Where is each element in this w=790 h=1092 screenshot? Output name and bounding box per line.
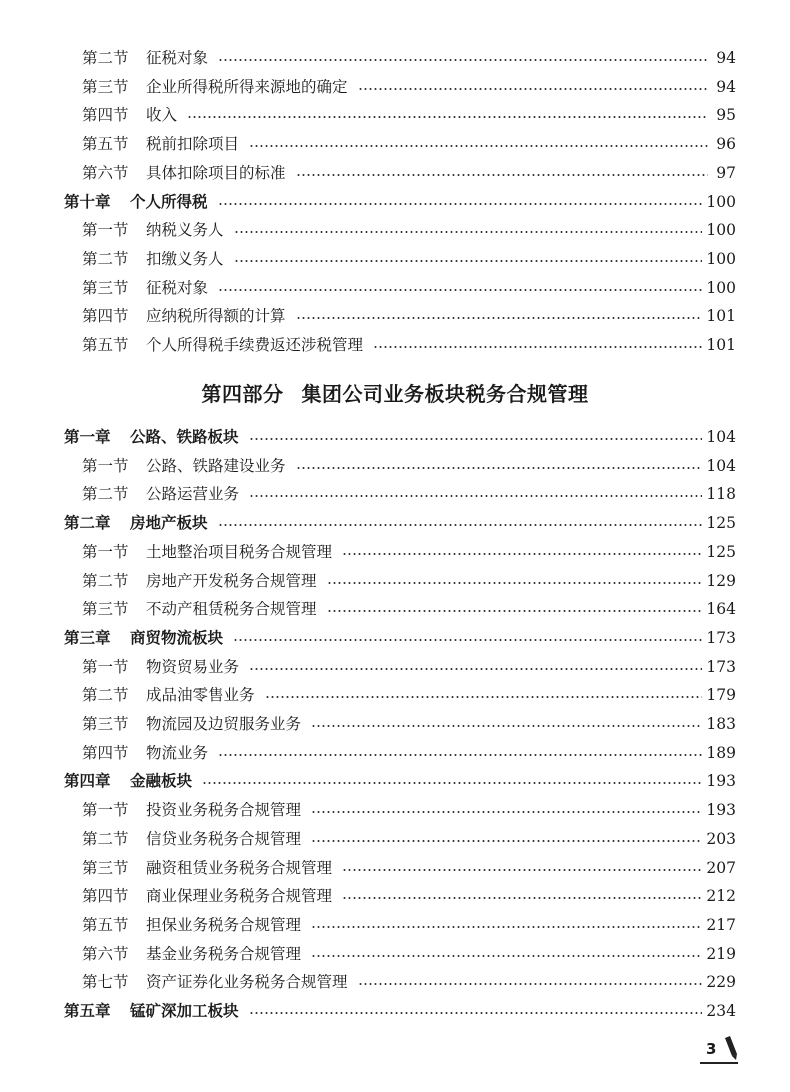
entry-page: 100 — [706, 278, 736, 297]
entry-number: 第二节 — [82, 49, 129, 67]
entry-number: 第五节 — [82, 915, 129, 934]
dot-leader — [311, 811, 702, 813]
entry-number: 第一节 — [82, 657, 129, 676]
entry-title: 融资租赁业务税务合规管理 — [146, 858, 333, 877]
entry-page: 129 — [706, 571, 736, 590]
dot-leader — [218, 754, 702, 756]
entry-title: 金融板块 — [130, 771, 193, 791]
entry-number: 第四节 — [82, 106, 129, 125]
dot-leader — [296, 317, 703, 319]
toc-section-row[interactable] — [0, 130, 790, 158]
pencil-icon — [720, 1036, 740, 1062]
entry-page: 193 — [706, 772, 736, 791]
entry-page: 193 — [706, 801, 736, 820]
entry-number: 第二章 — [64, 513, 111, 533]
entry-page: 219 — [706, 944, 736, 963]
entry-page: 125 — [706, 542, 736, 561]
toc-section-row[interactable] — [0, 940, 790, 968]
entry-page: 229 — [706, 973, 736, 992]
toc-section-row[interactable] — [0, 681, 790, 709]
entry-title: 扣缴义务人 — [146, 249, 224, 268]
entry-title: 征税对象 — [146, 49, 209, 67]
dot-leader — [249, 495, 702, 497]
entry-page: 173 — [706, 657, 736, 676]
dot-leader — [342, 869, 702, 871]
entry-page: 173 — [706, 628, 736, 647]
entry-page: 179 — [706, 686, 736, 705]
dot-leader — [296, 174, 708, 176]
entry-title: 收入 — [146, 106, 178, 125]
entry-number: 第十章 — [64, 191, 111, 211]
entry-number: 第二节 — [82, 686, 129, 705]
entry-title: 基金业务税务合规管理 — [146, 944, 302, 963]
toc-section-row[interactable] — [0, 710, 790, 738]
dot-leader — [234, 231, 703, 233]
entry-number: 第三节 — [82, 715, 129, 733]
entry-title: 税前扣除项目 — [146, 135, 240, 154]
toc-section-row[interactable] — [0, 44, 790, 72]
toc-section-row[interactable] — [0, 245, 790, 273]
toc-section-row[interactable] — [0, 274, 790, 302]
entry-title: 不动产租赁税务合规管理 — [146, 600, 317, 619]
toc-section-row[interactable] — [0, 73, 790, 101]
entry-title: 具体扣除项目的标准 — [146, 163, 286, 182]
page-number-rule — [700, 1062, 738, 1064]
entry-page: 104 — [706, 428, 736, 446]
entry-page: 183 — [706, 715, 736, 733]
entry-number: 第二节 — [82, 249, 129, 268]
entry-page: 217 — [706, 915, 736, 934]
entry-number: 第五章 — [64, 1001, 111, 1020]
entry-title: 征税对象 — [146, 278, 209, 297]
entry-page: 94 — [716, 49, 736, 67]
dot-leader — [218, 203, 703, 205]
dot-leader — [234, 260, 703, 262]
entry-page: 164 — [706, 600, 736, 619]
entry-title: 公路运营业务 — [146, 485, 240, 504]
entry-number: 第二节 — [82, 571, 129, 590]
entry-page: 100 — [706, 221, 736, 240]
dot-leader — [311, 926, 702, 928]
page-number: 3 — [706, 1040, 717, 1058]
entry-title: 物资贸易业务 — [146, 657, 240, 676]
entry-number: 第一节 — [82, 456, 129, 475]
dot-leader — [265, 696, 703, 698]
entry-page: 203 — [706, 829, 736, 848]
toc-section-row[interactable] — [0, 796, 790, 824]
part-heading — [0, 378, 790, 407]
entry-title: 应纳税所得额的计算 — [146, 307, 286, 326]
entry-title: 企业所得税所得来源地的确定 — [146, 77, 348, 96]
entry-title: 个人所得税 — [130, 191, 208, 211]
toc-section-row[interactable] — [0, 331, 790, 359]
entry-title: 房地产开发税务合规管理 — [146, 571, 317, 590]
entry-page: 189 — [706, 743, 736, 762]
dot-leader — [358, 88, 708, 90]
toc-section-row[interactable] — [0, 595, 790, 623]
entry-number: 第三章 — [64, 627, 111, 647]
entry-title: 纳税义务人 — [146, 221, 224, 240]
entry-title: 资产证券化业务税务合规管理 — [146, 973, 348, 992]
dot-leader — [202, 782, 702, 784]
entry-number: 第四节 — [82, 743, 129, 762]
toc-section-row[interactable] — [0, 968, 790, 996]
part-title: 集团公司业务板块税务合规管理 — [301, 382, 589, 406]
toc-chapter-row[interactable] — [0, 997, 790, 1025]
entry-page: 96 — [716, 135, 736, 154]
entry-page: 104 — [706, 456, 736, 475]
entry-number: 第二节 — [82, 485, 129, 504]
entry-number: 第一节 — [82, 542, 129, 561]
entry-number: 第三节 — [82, 858, 129, 877]
page-number-badge — [700, 1034, 740, 1068]
entry-page: 207 — [706, 858, 736, 877]
dot-leader — [342, 897, 702, 899]
entry-page: 95 — [716, 106, 736, 125]
toc-section-row[interactable] — [0, 538, 790, 566]
entry-title: 公路、铁路板块 — [130, 427, 239, 446]
entry-page: 125 — [706, 514, 736, 533]
part-number: 第四部分 — [201, 382, 284, 406]
entry-page: 118 — [706, 485, 736, 504]
dot-leader — [233, 639, 702, 641]
entry-title: 房地产板块 — [130, 513, 208, 533]
dot-leader — [358, 983, 703, 985]
toc-section-row[interactable] — [0, 216, 790, 244]
dot-leader — [218, 524, 703, 526]
entry-page: 212 — [706, 887, 736, 906]
entry-title: 锰矿深加工板块 — [130, 1001, 239, 1020]
dot-leader — [218, 59, 708, 61]
entry-title: 个人所得税手续费返还涉税管理 — [146, 336, 364, 354]
entry-number: 第五节 — [82, 336, 129, 354]
toc-chapter-row[interactable] — [0, 624, 790, 652]
dot-leader — [296, 467, 703, 469]
entry-number: 第六节 — [82, 163, 129, 182]
entry-title: 担保业务税务合规管理 — [146, 915, 302, 934]
toc-section-row[interactable] — [0, 302, 790, 330]
dot-leader — [187, 116, 708, 118]
entry-number: 第六节 — [82, 944, 129, 963]
entry-title: 成品油零售业务 — [146, 686, 255, 705]
entry-number: 第三节 — [82, 600, 129, 619]
toc-chapter-row[interactable] — [0, 767, 790, 795]
toc-section-row[interactable] — [0, 101, 790, 129]
toc-chapter-row[interactable] — [0, 423, 790, 451]
entry-page: 234 — [706, 1002, 736, 1020]
toc-chapter-row[interactable] — [0, 509, 790, 537]
entry-page: 101 — [706, 336, 736, 354]
entry-number: 第四节 — [82, 307, 129, 326]
entry-title: 公路、铁路建设业务 — [146, 456, 286, 475]
toc-section-row[interactable] — [0, 653, 790, 681]
dot-leader — [311, 725, 702, 727]
entry-number: 第一节 — [82, 221, 129, 240]
dot-leader — [249, 1012, 703, 1014]
entry-page: 101 — [706, 307, 736, 326]
dot-leader — [311, 840, 702, 842]
dot-leader — [373, 346, 702, 348]
entry-number: 第五节 — [82, 135, 129, 154]
entry-page: 100 — [706, 249, 736, 268]
entry-number: 第一章 — [64, 427, 111, 446]
dot-leader — [327, 610, 703, 612]
dot-leader — [249, 668, 702, 670]
toc-chapter-row[interactable] — [0, 188, 790, 216]
entry-number: 第三节 — [82, 278, 129, 297]
toc-section-row[interactable] — [0, 739, 790, 767]
entry-number: 第一节 — [82, 801, 129, 820]
entry-title: 物流业务 — [146, 743, 209, 762]
toc-section-row[interactable] — [0, 854, 790, 882]
entry-number: 第四节 — [82, 887, 129, 906]
entry-title: 商业保理业务税务合规管理 — [146, 887, 333, 906]
dot-leader — [311, 955, 702, 957]
entry-title: 物流园及边贸服务业务 — [146, 715, 302, 733]
toc-section-row[interactable] — [0, 882, 790, 910]
toc-section-row[interactable] — [0, 452, 790, 480]
dot-leader — [249, 438, 703, 440]
entry-page: 94 — [716, 77, 736, 96]
dot-leader — [218, 289, 702, 291]
toc-section-row[interactable] — [0, 911, 790, 939]
entry-number: 第四章 — [64, 771, 111, 791]
toc-section-row[interactable] — [0, 159, 790, 187]
dot-leader — [249, 145, 708, 147]
dot-leader — [327, 582, 703, 584]
entry-number: 第二节 — [82, 829, 129, 848]
entry-title: 商贸物流板块 — [130, 627, 224, 647]
toc-section-row[interactable] — [0, 567, 790, 595]
toc-section-row[interactable] — [0, 825, 790, 853]
dot-leader — [342, 553, 702, 555]
toc-section-row[interactable] — [0, 480, 790, 508]
entry-number: 第七节 — [82, 973, 129, 992]
entry-title: 信贷业务税务合规管理 — [146, 829, 302, 848]
entry-title: 土地整治项目税务合规管理 — [146, 542, 333, 561]
entry-page: 100 — [706, 192, 736, 211]
entry-title: 投资业务税务合规管理 — [146, 801, 302, 820]
entry-page: 97 — [716, 163, 736, 182]
entry-number: 第三节 — [82, 77, 129, 96]
